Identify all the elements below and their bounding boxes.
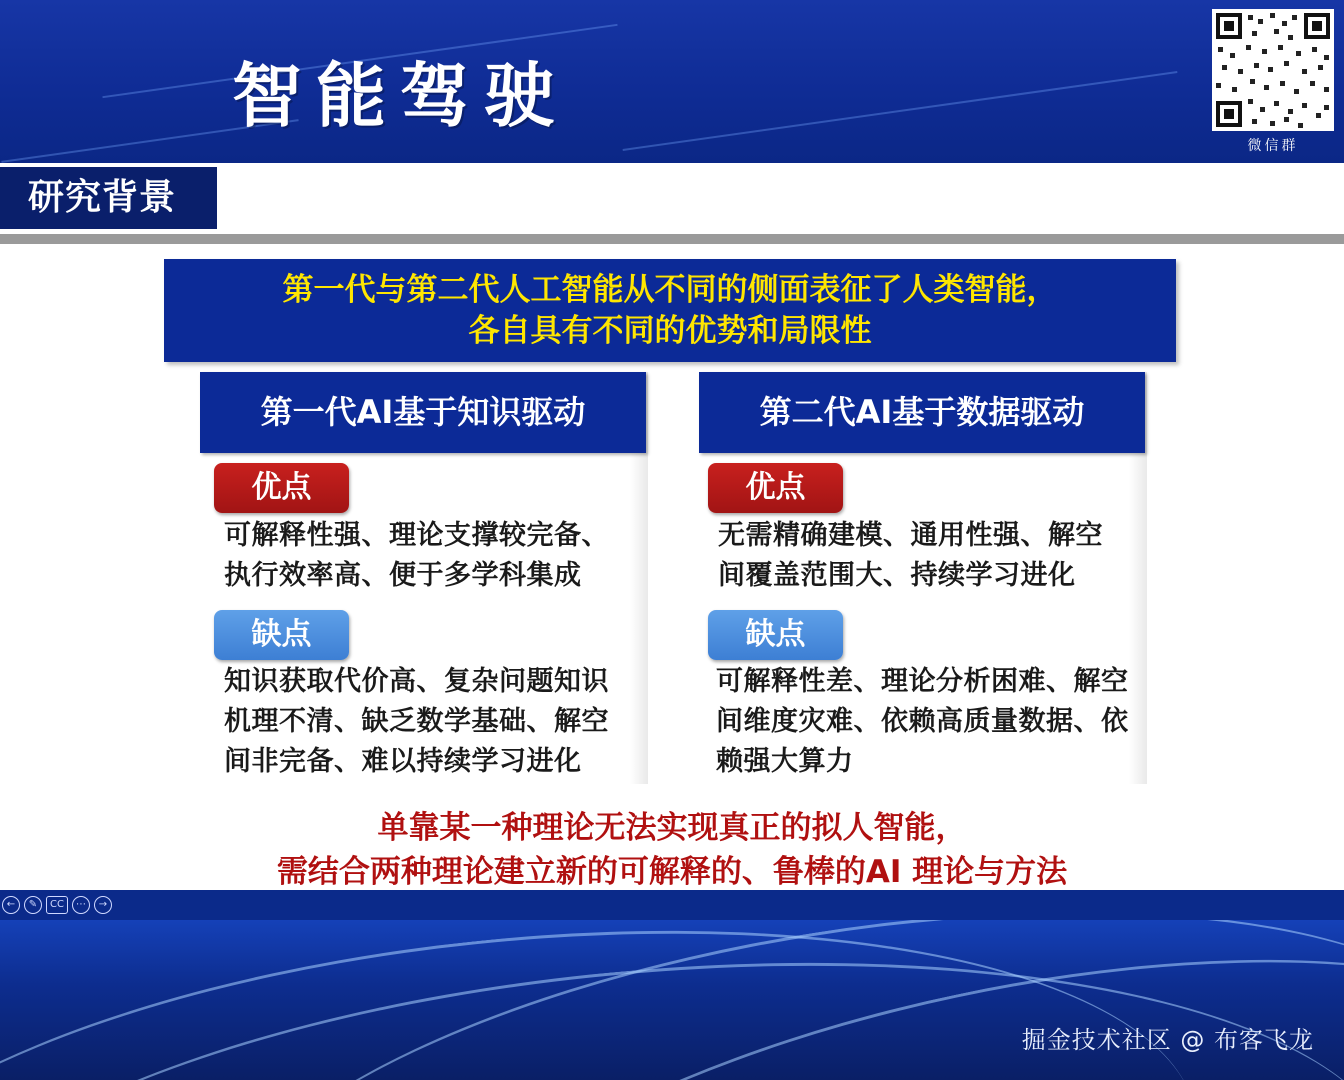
slide-title: 智能驾驶 <box>232 55 568 137</box>
presenter-toolbar <box>0 890 1344 920</box>
cons-text-left <box>224 662 609 782</box>
text-line: 执行效率高、便于多学科集成 <box>224 560 582 591</box>
section-divider <box>0 234 1344 244</box>
qr-label: 微信群 <box>1247 138 1299 154</box>
text-line: 间维度灾难、依赖高质量数据、依 <box>716 706 1129 737</box>
qr-code-icon <box>1212 9 1334 131</box>
summary-box <box>164 259 1176 362</box>
pros-text-right <box>718 516 1103 596</box>
pros-badge-right: 优点 <box>708 463 843 513</box>
column-title-left: 第一代AI基于知识驱动 <box>200 372 646 453</box>
conclusion-line: 需结合两种理论建立新的可解释的、鲁棒的AI 理论与方法 <box>276 854 1068 890</box>
text-line: 知识获取代价高、复杂问题知识 <box>224 666 609 697</box>
more-icon[interactable]: ⋯ <box>72 896 90 914</box>
text-line: 可解释性强、理论支撑较完备、 <box>224 520 609 551</box>
conclusion-line: 单靠某一种理论无法实现真正的拟人智能， <box>377 810 967 846</box>
decorative-streak <box>623 71 1178 151</box>
watermark: 掘金技术社区 @ 布客飞龙 <box>1021 1026 1314 1054</box>
summary-line: 各自具有不同的优势和局限性 <box>468 312 872 349</box>
summary-line: 第一代与第二代人工智能从不同的侧面表征了人类智能， <box>282 271 1058 308</box>
cons-badge-right: 缺点 <box>708 610 843 660</box>
pen-icon[interactable]: ✎ <box>24 896 42 914</box>
pros-text-left <box>224 516 609 596</box>
pros-badge-left: 优点 <box>214 463 349 513</box>
cons-badge-left: 缺点 <box>214 610 349 660</box>
captions-icon[interactable]: CC <box>46 896 68 914</box>
section-title: 研究背景 <box>0 167 217 229</box>
text-line: 可解释性差、理论分析困难、解空 <box>716 666 1129 697</box>
slide-header <box>0 0 1344 163</box>
conclusion <box>160 806 1184 894</box>
text-line: 机理不清、缺乏数学基础、解空 <box>224 706 609 737</box>
column-title-right: 第二代AI基于数据驱动 <box>699 372 1145 453</box>
text-line: 间非完备、难以持续学习进化 <box>224 746 582 777</box>
next-slide-icon[interactable]: → <box>94 896 112 914</box>
cons-text-right <box>716 662 1129 782</box>
text-line: 赖强大算力 <box>716 746 854 777</box>
text-line: 无需精确建模、通用性强、解空 <box>718 520 1103 551</box>
footer-background <box>0 920 1344 1080</box>
text-line: 间覆盖范围大、持续学习进化 <box>718 560 1076 591</box>
prev-slide-icon[interactable]: ← <box>2 896 20 914</box>
